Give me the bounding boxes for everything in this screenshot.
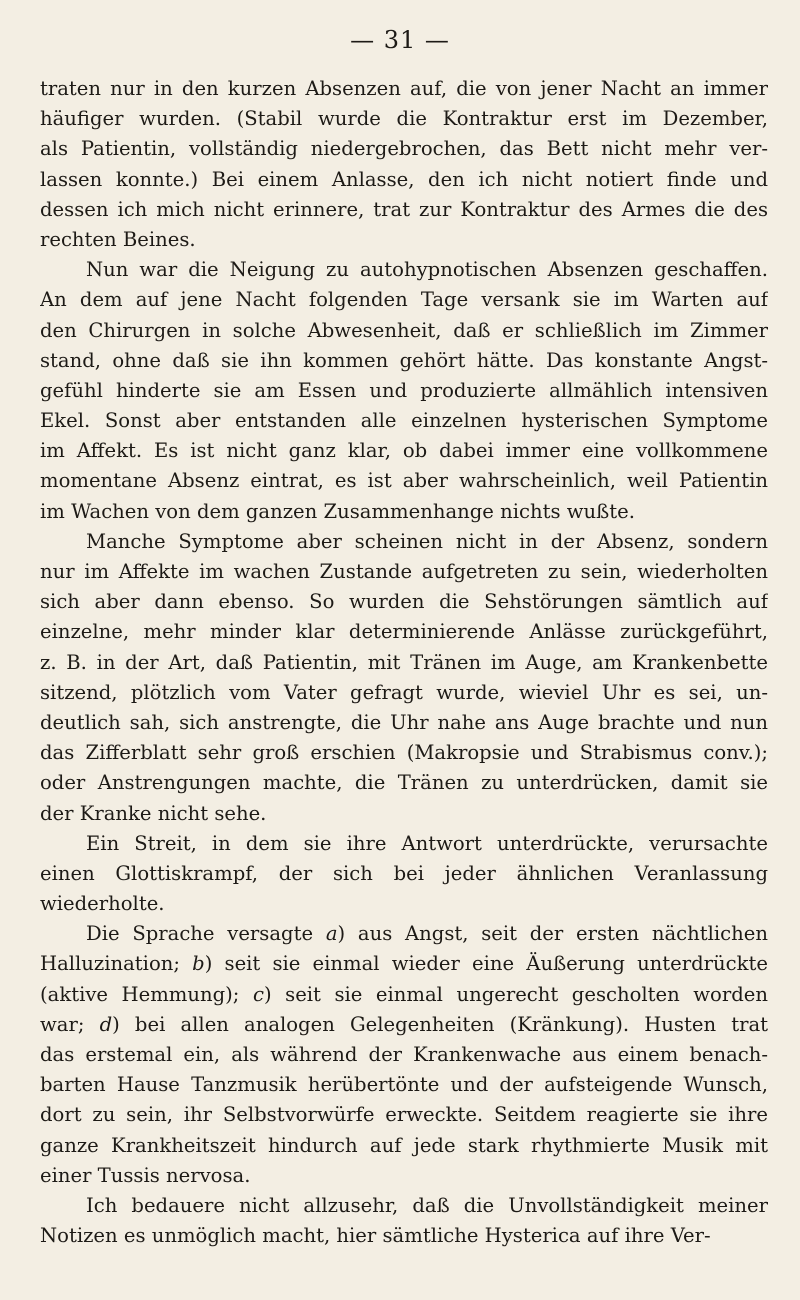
- text-line: war; d) bei allen analogen Gelegenheiten (Kränkung). Husten trat: [40, 1012, 768, 1036]
- text-line: stand, ohne daß sie ihn kommen gehört hätte. Das konstante Angst-: [40, 348, 768, 372]
- text-line: im Affekt. Es ist nicht ganz klar, ob dabei immer eine vollkommene: [40, 439, 768, 463]
- text-line: dort zu sein, ihr Selbstvorwürfe erweckte. Seitdem reagierte sie ihre: [40, 1103, 768, 1127]
- body-text: [40, 74, 768, 1251]
- text-line: (aktive Hemmung); c) seit sie einmal ungerecht gescholten worden: [40, 982, 768, 1006]
- text-line: Ich bedauere nicht allzusehr, daß die Unvollständigkeit meiner: [86, 1193, 768, 1217]
- text-line: z. B. in der Art, daß Patientin, mit Tränen im Auge, am Krankenbette: [40, 650, 768, 674]
- text-line: barten Hause Tanzmusik herübertönte und der aufsteigende Wunsch,: [40, 1073, 768, 1097]
- text-line: Ekel. Sonst aber entstanden alle einzelnen hysterischen Symptome: [40, 409, 768, 433]
- text-line: Halluzination; b) seit sie einmal wieder eine Äußerung unterdrückte: [40, 952, 768, 976]
- text-line: den Chirurgen in solche Abwesenheit, daß er schließlich im Zimmer: [40, 318, 768, 342]
- text-line: sich aber dann ebenso. So wurden die Sehstörungen sämtlich auf: [40, 590, 768, 614]
- text-line: einer Tussis nervosa.: [40, 1163, 251, 1187]
- text-line: dessen ich mich nicht erinnere, trat zur Kontraktur des Armes die des: [40, 197, 768, 221]
- text-line: deutlich sah, sich anstrengte, die Uhr nahe ans Auge brachte und nun: [40, 710, 768, 734]
- text-line: Die Sprache versagte a) aus Angst, seit der ersten nächtlichen: [86, 922, 768, 946]
- text-line: das Zifferblatt sehr groß erschien (Makropsie und Strabismus conv.);: [40, 741, 768, 765]
- text-line: Notizen es unmöglich macht, hier sämtliche Hysterica auf ihre Ver-: [40, 1224, 711, 1248]
- text-line: momentane Absenz eintrat, es ist aber wahrscheinlich, weil Patientin: [40, 469, 768, 493]
- text-line: sitzend, plötzlich vom Vater gefragt wurde, wieviel Uhr es sei, un-: [40, 680, 768, 704]
- text-line: einzelne, mehr minder klar determinierende Anlässe zurückgeführt,: [40, 620, 768, 644]
- text-line: häufiger wurden. (Stabil wurde die Kontraktur erst im Dezember,: [40, 107, 768, 131]
- text-line: rechten Beines.: [40, 227, 196, 251]
- text-line: oder Anstrengungen machte, die Tränen zu unterdrücken, damit sie: [40, 771, 768, 795]
- text-line: der Kranke nicht sehe.: [40, 801, 267, 825]
- text-line: Manche Symptome aber scheinen nicht in der Absenz, sondern: [86, 529, 768, 553]
- text-line: einen Glottiskrampf, der sich bei jeder ähnlichen Veranlassung: [40, 861, 768, 885]
- text-line: gefühl hinderte sie am Essen und produzierte allmählich intensiven: [40, 378, 768, 402]
- text-line: ganze Krankheitszeit hindurch auf jede stark rhythmierte Musik mit: [40, 1133, 768, 1157]
- text-line: traten nur in den kurzen Absenzen auf, die von jener Nacht an immer: [40, 77, 768, 100]
- text-line: Ein Streit, in dem sie ihre Antwort unterdrückte, verursachte: [86, 831, 768, 855]
- text-line: lassen konnte.) Bei einem Anlasse, den ich nicht notiert finde und: [40, 167, 768, 191]
- text-line: im Wachen von dem ganzen Zusammenhange nichts wußte.: [40, 499, 635, 523]
- text-line: als Patientin, vollständig niedergebrochen, das Bett nicht mehr ver-: [40, 137, 768, 161]
- page-number: — 31 —: [350, 26, 450, 54]
- text-line: wiederholte.: [40, 892, 165, 916]
- text-line: nur im Affekte im wachen Zustande aufgetreten zu sein, wiederholten: [40, 560, 768, 583]
- text-line: das erstemal ein, als während der Krankenwache aus einem benach-: [40, 1043, 768, 1066]
- text-line: An dem auf jene Nacht folgenden Tage versank sie im Warten auf: [40, 288, 768, 312]
- text-line: Nun war die Neigung zu autohypnotischen Absenzen geschaffen.: [86, 258, 768, 282]
